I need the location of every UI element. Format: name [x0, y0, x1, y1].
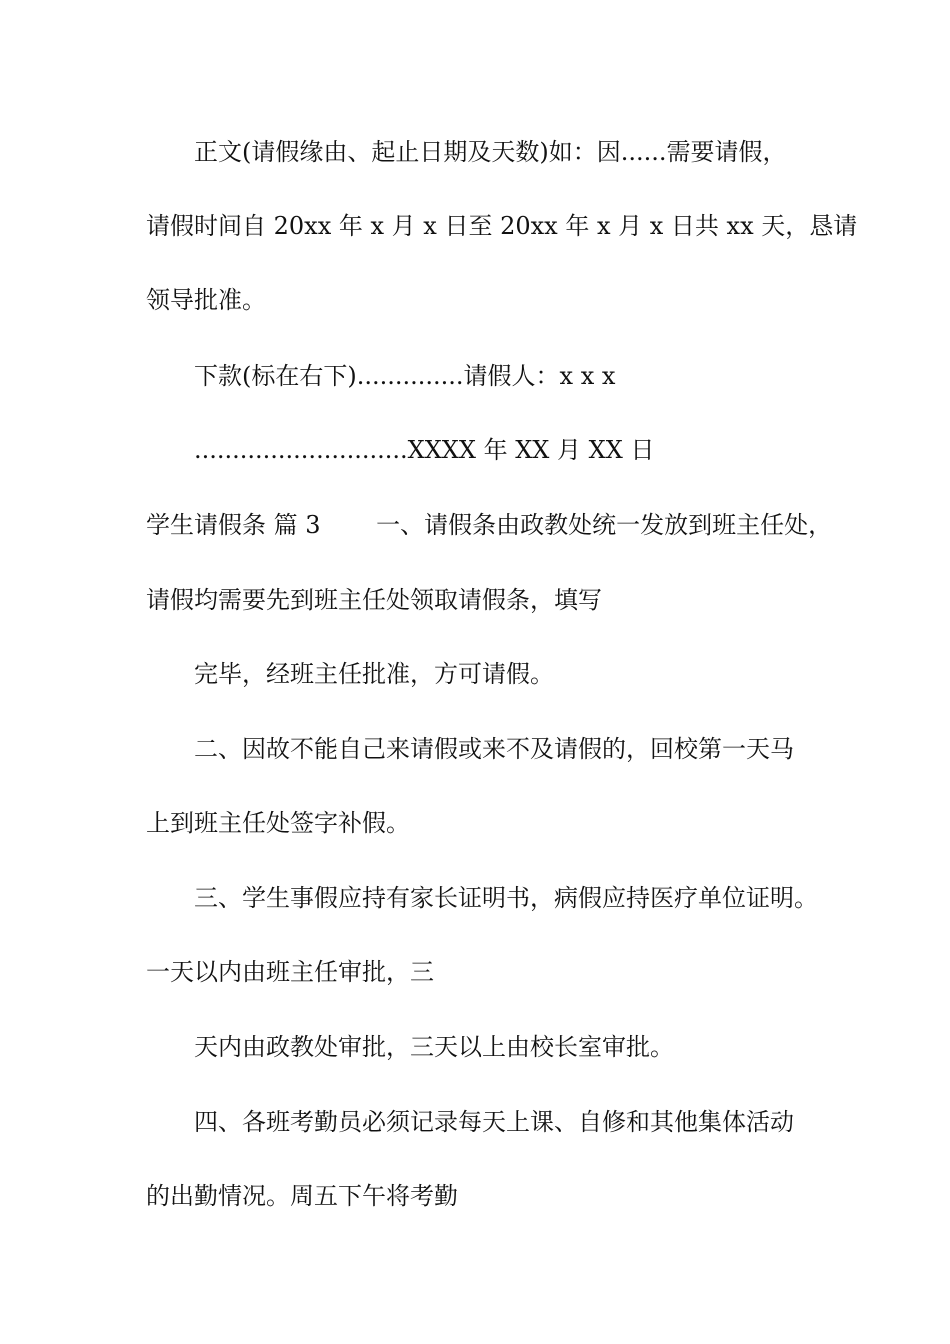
text-line: ............................XXXX 年 XX 月 XX 日 — [194, 436, 655, 464]
text-line: 下款(标在右下)..............请假人：x x x — [194, 362, 616, 390]
text-line: 的出勤情况。周五下午将考勤 — [146, 1182, 458, 1210]
text-line: 完毕，经班主任批准，方可请假。 — [194, 660, 554, 688]
text-line: 天内由政教处审批，三天以上由校长室审批。 — [194, 1033, 674, 1061]
text-line: 二、因故不能自己来请假或来不及请假的，回校第一天马 — [194, 735, 794, 763]
text-line: 正文(请假缘由、起止日期及天数)如：因......需要请假， — [194, 138, 787, 166]
text-line: 请假均需要先到班主任处领取请假条，填写 — [146, 586, 602, 614]
text-line: 请假时间自 20xx 年 x 月 x 日至 20xx 年 x 月 x 日共 xx 天，恳请 — [146, 212, 858, 240]
text-line: 三、学生事假应持有家长证明书，病假应持医疗单位证明。 — [194, 884, 818, 912]
text-line: 一天以内由班主任审批，三 — [146, 958, 434, 986]
section-heading-line: 学生请假条 篇 3 一、请假条由政教处统一发放到班主任处， — [146, 511, 833, 539]
text-line: 上到班主任处签字补假。 — [146, 809, 410, 837]
text-line: 领导批准。 — [146, 286, 266, 314]
text-line: 四、各班考勤员必须记录每天上课、自修和其他集体活动 — [194, 1108, 794, 1136]
